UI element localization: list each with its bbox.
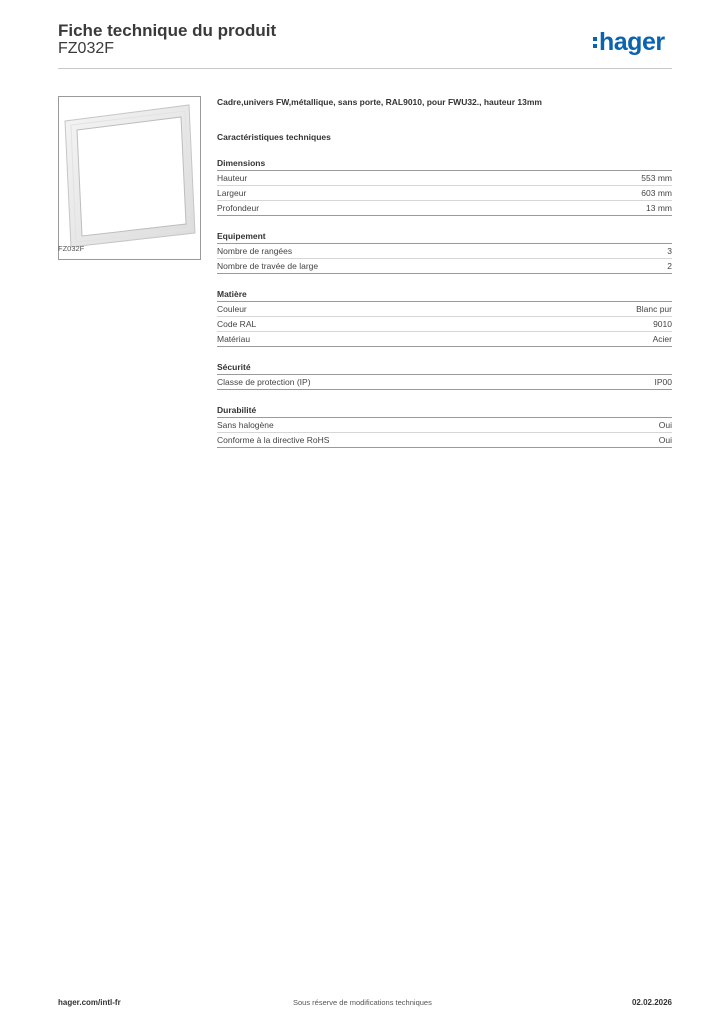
image-caption: FZ032F (58, 244, 85, 253)
spec-row (217, 186, 672, 201)
spec-value: 3 (667, 246, 672, 256)
spec-label: Sans halogène (217, 420, 274, 430)
spec-label: Code RAL (217, 319, 257, 329)
spec-label: Classe de protection (IP) (217, 377, 311, 387)
spec-row (217, 433, 672, 448)
spec-row (217, 375, 672, 390)
spec-content (217, 96, 672, 448)
spec-group-title: Durabilité (217, 404, 672, 418)
footer-date: 02.02.2026 (631, 998, 672, 1007)
spec-label: Conforme à la directive RoHS (217, 435, 330, 445)
header-divider (58, 68, 672, 69)
spec-group-title: Dimensions (217, 157, 672, 171)
spec-group (217, 404, 672, 448)
tech-heading: Caractéristiques techniques (217, 132, 331, 142)
product-reference: FZ032F (58, 40, 115, 57)
hager-logo (593, 29, 665, 55)
logo-text: hager (599, 28, 665, 56)
spec-group (217, 157, 672, 216)
spec-row (217, 201, 672, 216)
footer-disclaimer: Sous réserve de modifications techniques (293, 998, 432, 1007)
spec-value: 9010 (653, 319, 672, 329)
spec-label: Nombre de rangées (217, 246, 293, 256)
footer-website[interactable]: hager.com/intl-fr (58, 998, 121, 1007)
spec-row (217, 259, 672, 274)
page-title: Fiche technique du produit (58, 21, 277, 40)
product-description: Cadre,univers FW,métallique, sans porte, RAL9010, pour FWU32., hauteur 13mm (217, 97, 542, 107)
spec-group (217, 230, 672, 274)
spec-group (217, 288, 672, 347)
spec-value: Acier (652, 334, 672, 344)
spec-value: Oui (658, 435, 672, 445)
spec-label: Largeur (217, 188, 247, 198)
spec-value: 603 mm (641, 188, 672, 198)
spec-groups (217, 157, 672, 448)
spec-value: 2 (667, 261, 672, 271)
spec-row (217, 317, 672, 332)
spec-label: Profondeur (217, 203, 260, 213)
spec-label: Nombre de travée de large (217, 261, 319, 271)
spec-label: Couleur (217, 304, 247, 314)
spec-value: Oui (658, 420, 672, 430)
spec-group-title: Matière (217, 288, 672, 302)
product-image (58, 96, 201, 260)
spec-group-title: Sécurité (217, 361, 672, 375)
spec-value: Blanc pur (636, 304, 672, 314)
spec-row (217, 171, 672, 186)
spec-row (217, 332, 672, 347)
logo-colon-icon (593, 35, 598, 50)
spec-value: 553 mm (641, 173, 672, 183)
spec-value: IP00 (654, 377, 672, 387)
spec-row (217, 418, 672, 433)
spec-value: 13 mm (646, 203, 672, 213)
spec-label: Hauteur (217, 173, 248, 183)
frame-drawing-icon (59, 97, 200, 259)
spec-row (217, 302, 672, 317)
spec-group-title: Equipement (217, 230, 672, 244)
spec-group (217, 361, 672, 390)
spec-label: Matériau (217, 334, 251, 344)
spec-row (217, 244, 672, 259)
